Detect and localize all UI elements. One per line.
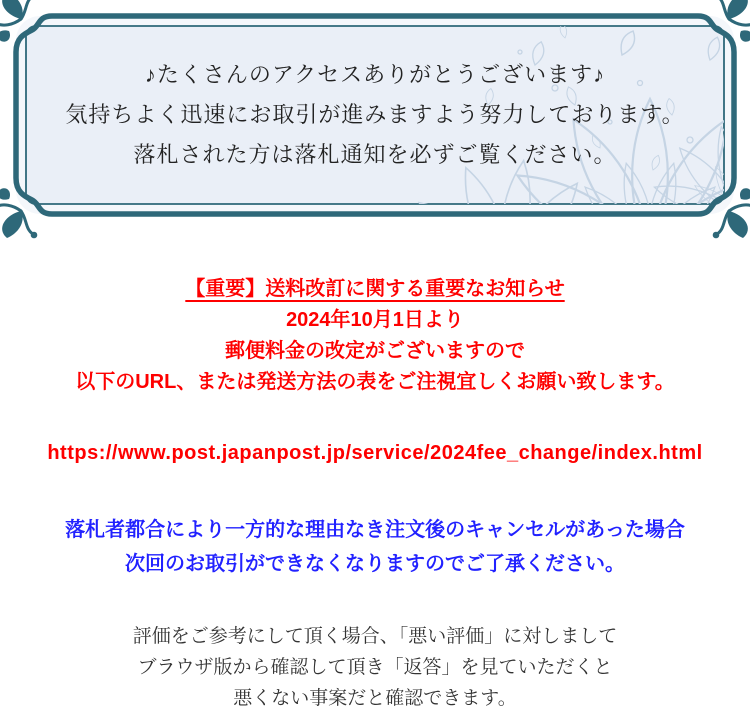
banner-line: 落札された方は落札通知を必ずご覧ください。 [133,142,617,167]
rating-note-line: 悪くない事案だと確認できます。 [233,688,517,709]
shipping-fee-notice [0,274,750,398]
shipping-notice-line: 郵便料金の改定がございますので [225,340,525,362]
shipping-notice-heading: 【重要】送料改訂に関する重要なお知らせ [185,278,565,300]
rating-note [0,621,750,714]
cancel-policy-notice [0,513,750,581]
japanpost-url-row [0,438,750,469]
shipping-notice-line: 以下のURL、または発送方法の表をご注視宜しくお願い致します。 [75,371,675,393]
banner-line: 気持ちよく迅速にお取引が進みますよう努力しております。 [65,102,685,127]
rating-note-line: ブラウザ版から確認して頂き「返答」を見ていただくと [137,657,613,678]
cancel-policy-line: 落札者都合により一方的な理由なき注文後のキャンセルがあった場合 [65,519,685,541]
shipping-notice-line: 2024年10月1日より [286,309,464,331]
welcome-banner [10,10,740,220]
banner-line: ♪たくさんのアクセスありがとうございます♪ [144,62,606,87]
notice-content [0,274,750,714]
cancel-policy-line: 次回のお取引ができなくなりますのでご了承ください。 [125,553,625,575]
banner-message [36,30,714,200]
rating-note-line: 評価をご参考にして頂く場合、「悪い評価」に対しまして [132,626,618,647]
japanpost-url-link[interactable]: https://www.post.japanpost.jp/service/2024fee_change/index.html [47,442,703,464]
